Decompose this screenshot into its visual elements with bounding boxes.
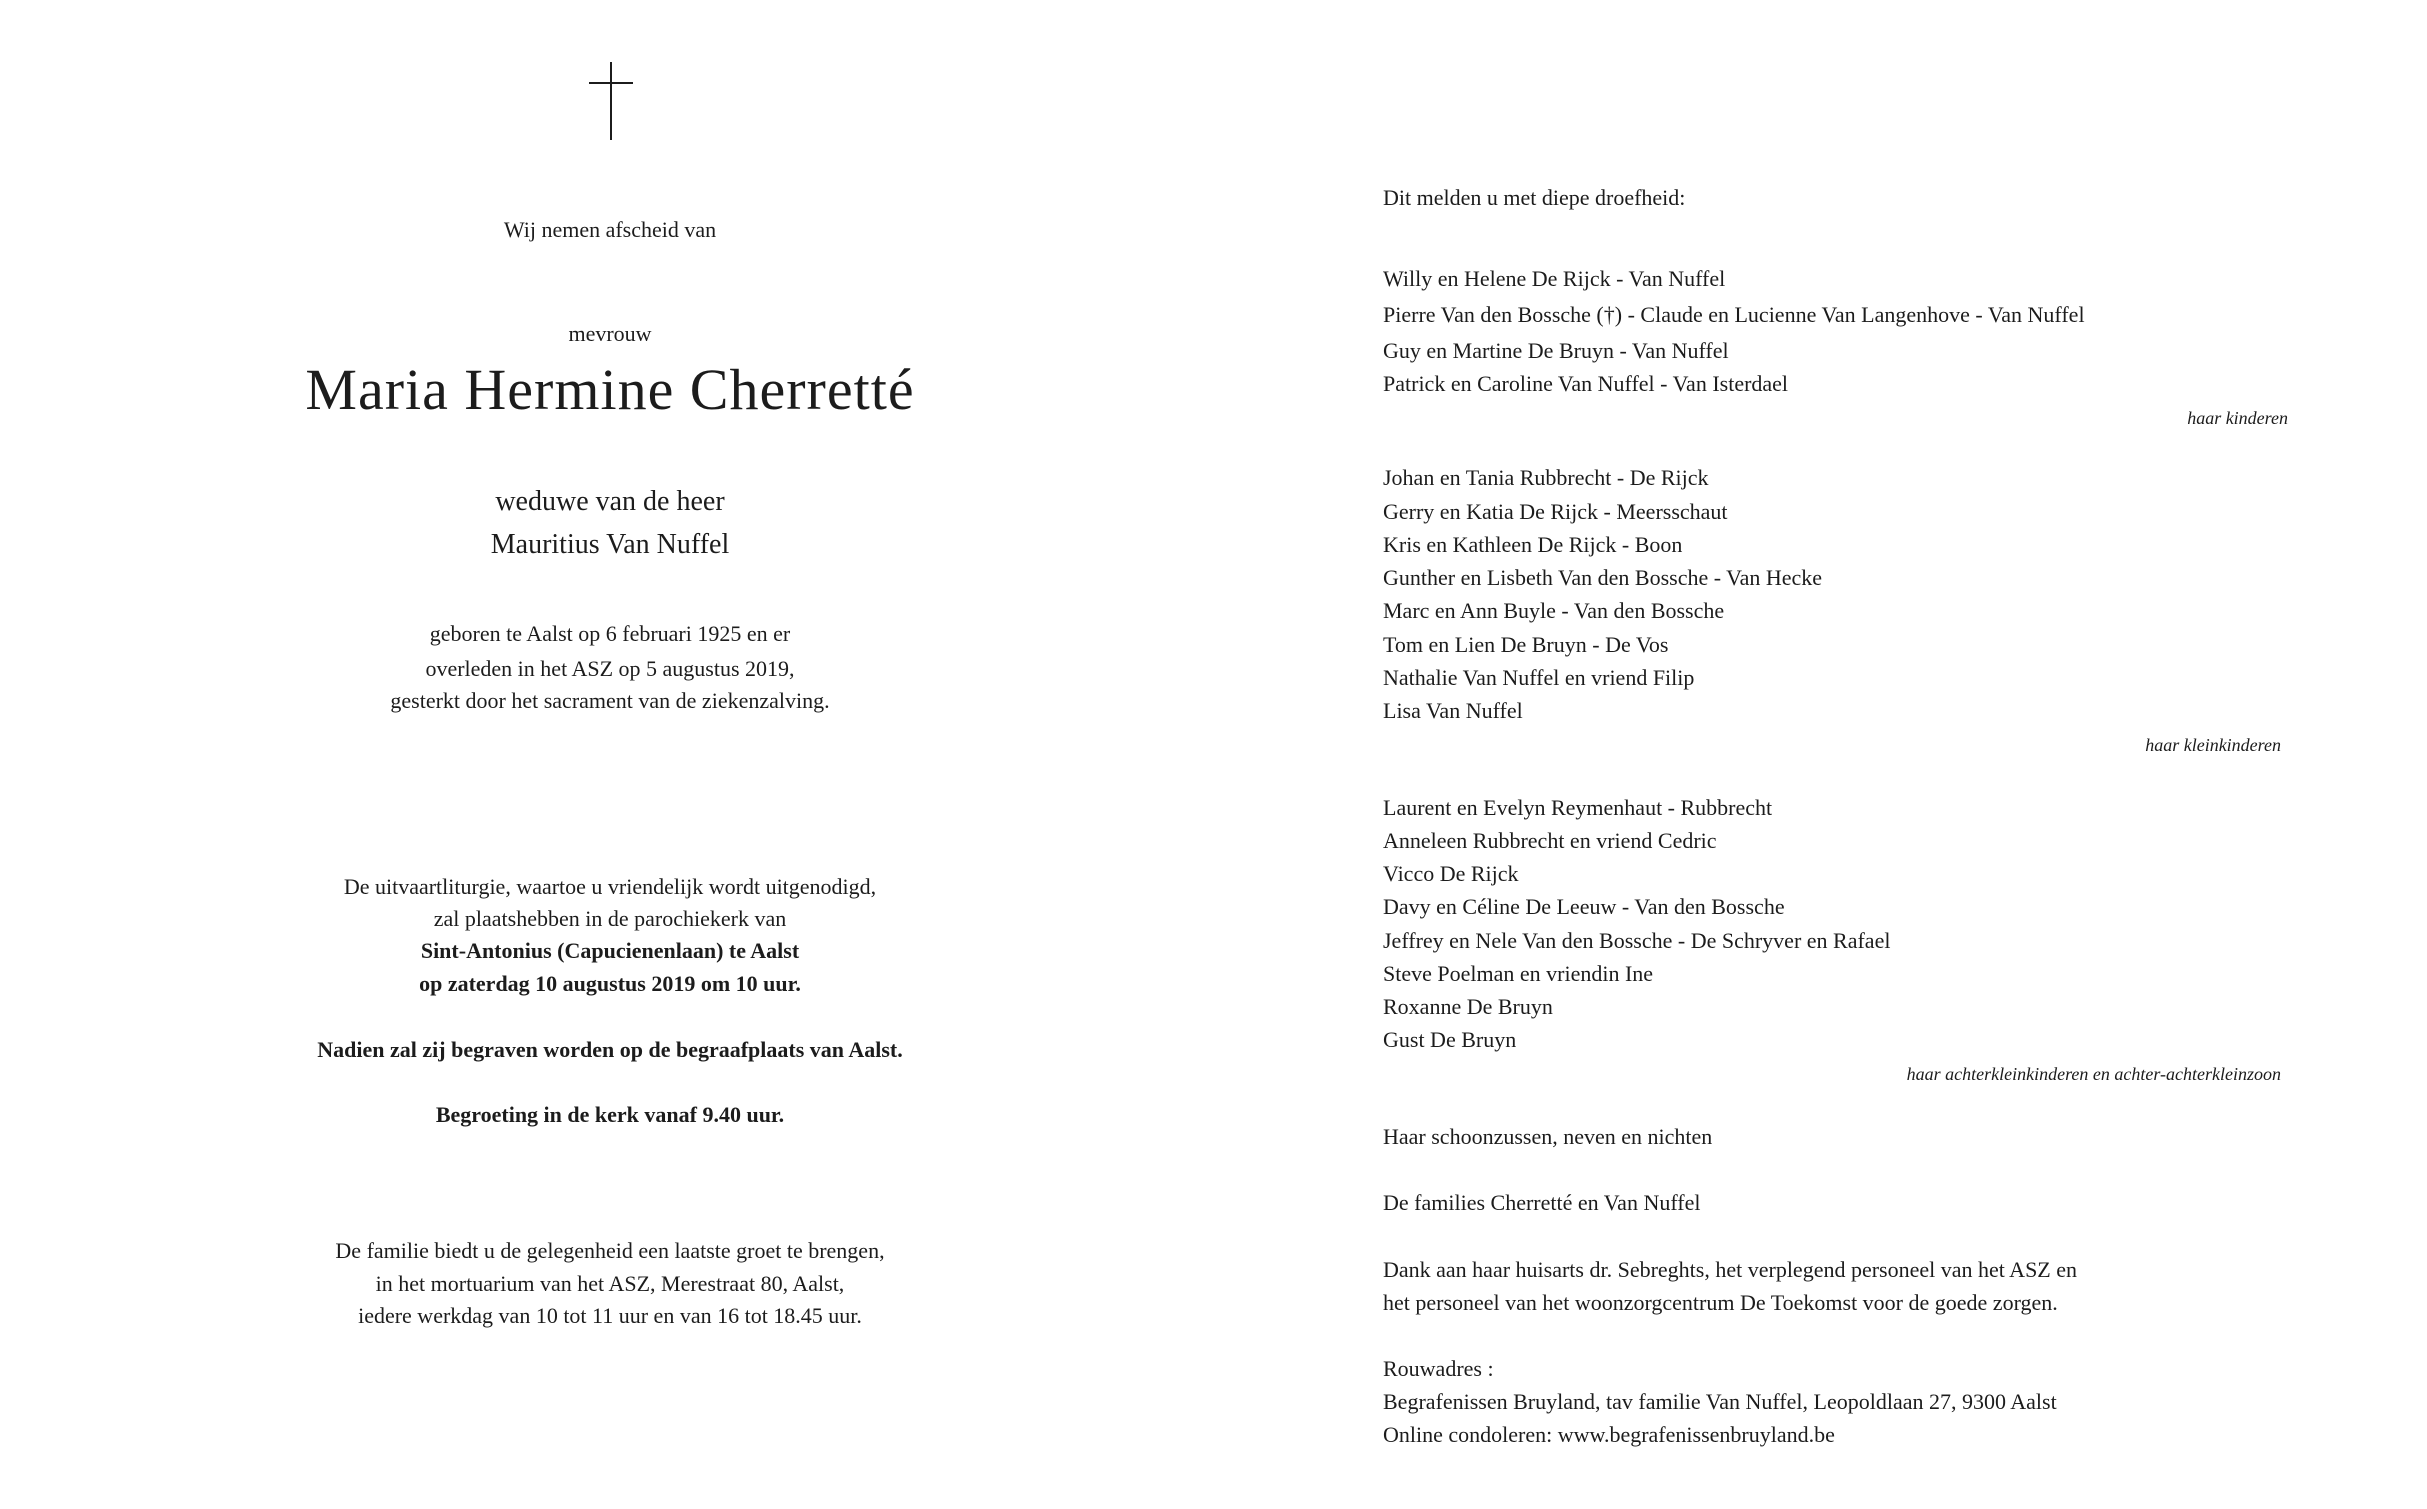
list-item: Davy en Céline De Leeuw - Van den Bossche [1383, 894, 1785, 919]
list-item: Laurent en Evelyn Reymenhaut - Rubbrecht [1383, 795, 1773, 820]
list-item: Marc en Ann Buyle - Van den Bossche [1383, 598, 1725, 623]
list-item: Guy en Martine De Bruyn - Van Nuffel [1383, 338, 1729, 363]
intro-text: Wij nemen afscheid van [503, 217, 717, 242]
list-item: Vicco De Rijck [1383, 861, 1519, 886]
list-item: Gunther en Lisbeth Van den Bossche - Van Hecke [1383, 565, 1823, 590]
service-line-2: zal plaatshebben in de parochiekerk van [433, 906, 787, 931]
list-item: Patrick en Caroline Van Nuffel - Van Isterdael [1383, 371, 1789, 396]
list-item: Nathalie Van Nuffel en vriend Filip [1383, 665, 1695, 690]
list-item: Kris en Kathleen De Rijck - Boon [1383, 532, 1683, 557]
list-item: Willy en Helene De Rijck - Van Nuffel [1383, 266, 1726, 291]
in-laws-line: Haar schoonzussen, neven en nichten [1383, 1124, 1713, 1149]
list-item: Tom en Lien De Bruyn - De Vos [1383, 632, 1669, 657]
list-item: Steve Poelman en vriendin Ine [1383, 961, 1654, 986]
burial-line: Nadien zal zij begraven worden op de begraafplaats van Aalst. [317, 1037, 903, 1062]
thanks-line-2: het personeel van het woonzorgcentrum De Toekomst voor de goede zorgen. [1383, 1290, 2058, 1315]
cross-icon [589, 62, 633, 140]
list-item: Gerry en Katia De Rijck - Meersschaut [1383, 499, 1728, 524]
widow-line: weduwe van de heer [495, 486, 725, 517]
thanks-line-1: Dank aan haar huisarts dr. Sebreghts, het verplegend personeel van het ASZ en [1383, 1257, 2078, 1282]
farewell-line-2: in het mortuarium van het ASZ, Merestraat 80, Aalst, [375, 1271, 845, 1296]
death-line: overleden in het ASZ op 5 augustus 2019, [425, 656, 795, 681]
list-item: Roxanne De Bruyn [1383, 994, 1553, 1019]
address-label: Rouwadres : [1383, 1356, 1494, 1381]
list-item: Jeffrey en Nele Van den Bossche - De Schryver en Rafael [1383, 928, 1891, 953]
farewell-line-3: iedere werkdag van 10 tot 11 uur en van 16 tot 18.45 uur. [358, 1303, 862, 1328]
list-item: Gust De Bruyn [1383, 1027, 1517, 1052]
grandchildren-label: haar kleinkinderen [2145, 735, 2281, 755]
service-line-1: De uitvaartliturgie, waartoe u vriendelijk wordt uitgenodigd, [343, 874, 877, 899]
address-line: Begrafenissen Bruyland, tav familie Van Nuffel, Leopoldlaan 27, 9300 Aalst [1383, 1389, 2057, 1414]
farewell-line-1: De familie biedt u de gelegenheid een laatste groet te brengen, [335, 1238, 885, 1263]
families-line: De families Cherretté en Van Nuffel [1383, 1190, 1701, 1215]
spouse-name: Mauritius Van Nuffel [490, 529, 730, 560]
list-item: Pierre Van den Bossche (†) - Claude en Lucienne Van Langenhove - Van Nuffel [1383, 302, 2085, 327]
title-prefix: mevrouw [568, 321, 652, 346]
church-name: Sint-Antonius (Capucienenlaan) te Aalst [420, 938, 800, 963]
list-item: Anneleen Rubbrecht en vriend Cedric [1383, 828, 1717, 853]
sacrament-line: gesterkt door het sacrament van de ziekenzalving. [390, 688, 830, 713]
right-intro: Dit melden u met diepe droefheid: [1383, 185, 1686, 210]
list-item: Lisa Van Nuffel [1383, 698, 1523, 723]
great-grandchildren-label: haar achterkleinkinderen en achter-achterkleinzoon [1906, 1064, 2281, 1084]
birth-line: geboren te Aalst op 6 februari 1925 en er [429, 621, 791, 646]
greeting-line: Begroeting in de kerk vanaf 9.40 uur. [435, 1102, 785, 1127]
service-datetime: op zaterdag 10 augustus 2019 om 10 uur. [419, 971, 801, 996]
deceased-name: Maria Hermine Cherretté [305, 357, 915, 422]
condolence-line: Online condoleren: www.begrafenissenbruyland.be [1383, 1422, 1835, 1447]
list-item: Johan en Tania Rubbrecht - De Rijck [1383, 465, 1709, 490]
children-label: haar kinderen [2187, 408, 2288, 428]
